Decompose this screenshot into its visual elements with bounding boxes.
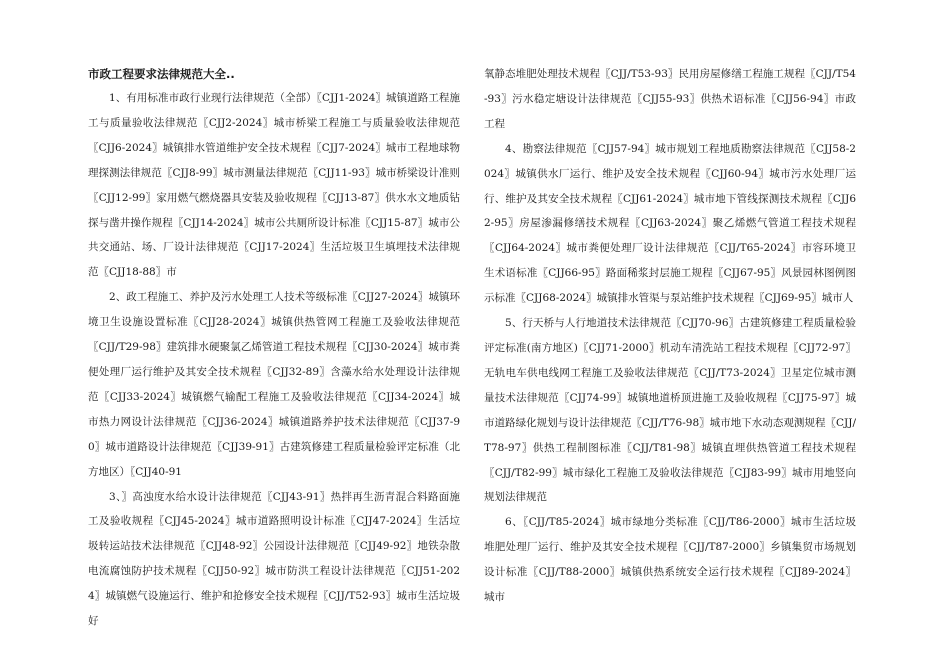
paragraph-2: 2、政工程施工、养护及污水处理工人技术等级标准〖CJJ27-2024〗城镇环境卫生设施设置标准〖CJJ28-2024〗城镇供热管网工程施工及验收法律规范〖CJJ/T29-98〗建筑排水硬聚氯乙烯管道工程技术规程〖CJJ30-2024〗城市粪便处理厂运行维护及其安全技术规程〖CJJ32-89〗含藻水给水处理设计法律规范〖CJJ33-2024〗城镇燃气输配工程施工及验收法律规范〖CJJ34-2024〗城市热力网设计法律规范〖CJJ36-2024〗城镇道路养护技术法律规范〖CJJ37-90〗城市道路设计法律规范〖CJJ39-91〗古建筑修建工程质量检验评定标准（北方地区）〖CJJ40-91 [88, 291, 460, 478]
paragraph-6: 6、〖CJJ/T85-2024〗城市绿地分类标准〖CJJ/T86-2000〗城市生活垃圾堆肥处理厂运行、维护及其安全技术规程〖CJJ/T87-2000〗乡镇集贸市场规划设计标准〖CJJ/T88-2000〗城镇供热系统安全运行技术规程〖CJJ89-2024〗城市 [484, 516, 856, 604]
left-column [88, 62, 460, 634]
right-column [484, 62, 856, 610]
paragraph-4: 4、勘察法律规范〖CJJ57-94〗城市规划工程地质勘察法律规范〖CJJ58-2024〗城镇供水厂运行、维护及安全技术规程〖CJJ60-94〗城市污水处理厂运行、维护及其安全技术规程〖CJJ61-2024〗城市地下管线探测技术规程〖CJJ62-95〗房屋渗漏修缮技术规程〖CJJ63-2024〗聚乙烯燃气管道工程技术规程〖CJJ64-2024〗城市粪便处理厂设计法律规范〖CJJ/T65-2024〗市容环境卫生术语标准〖CJJ66-95〗路面稀浆封层施工规程〖CJJ67-95〗风景园林图例图示标准〖CJJ68-2024〗城镇排水管渠与泵站维护技术规程〖CJJ69-95〗城市人 [484, 142, 856, 305]
document-title: 市政工程要求法律规范大全.. [88, 67, 235, 81]
paragraph-3: 3、〗高浊度水给水设计法律规范〖CJJ43-91〗热拌再生沥青混合料路面施工及验收规程〖CJJ45-2024〗城市道路照明设计标准〖CJJ47-2024〗生活垃圾转运站技术法律规范〖CJJ48-92〗公园设计法律规范〖CJJ49-92〗地铁杂散电流腐蚀防护技术规程〖CJJ50-92〗城市防洪工程设计法律规范〖CJJ51-2024〗城镇燃气设施运行、维护和抢修安全技术规程〖CJJ/T52-93〗城市生活垃圾好 [88, 490, 460, 628]
paragraph-1: 1、有用标准市政行业现行法律规范（全部）〖CJJ1-2024〗城镇道路工程施工与质量验收法律规范〖CJJ2-2024〗城市桥梁工程施工与质量验收法律规范〖CJJ6-2024〗城镇排水管道维护安全技术规程〖CJJ7-2024〗城市工程地球物理探测法律规范〖CJJ8-99〗城市测量法律规范〖CJJ11-93〗城市桥梁设计准则〖CJJ12-99〗家用燃气燃烧器具安装及验收规程〖CJJ13-87〗供水水文地质钻探与凿井操作规程〖CJJ14-2024〗城市公共厕所设计标准〖CJJ15-87〗城市公共交通站、场、厂设计法律规范〖CJJ17-2024〗生活垃圾卫生填埋技术法律规范〖CJJ18-88〗市 [88, 92, 460, 279]
paragraph-3-continuation: 氧静态堆肥处理技术规程〖CJJ/T53-93〗民用房屋修缮工程施工规程〖CJJ/T54-93〗污水稳定塘设计法律规范〖CJJ55-93〗供热术语标准〖CJJ56-94〗市政工程 [484, 68, 856, 130]
paragraph-5: 5、行天桥与人行地道技术法律规范〖CJJ70-96〗古建筑修建工程质量检验评定标准(南方地区)〖CJJ71-2000〗机动车清洗站工程技术规程〖CJJ72-97〗无轨电车供电线网工程施工及验收法律规范〖CJJ/T73-2024〗卫星定位城市测量技术法律规范〖CJJ74-99〗城镇地道桥顶进施工及验收规程〖CJJ75-97〗城市道路绿化规划与设计法律规范〖CJJ/T76-98〗城市地下水动态观测规程〖CJJ/T78-97〗供热工程制图标准〖CJJ/T81-98〗城镇直埋供热管道工程技术规程〖CJJ/T82-99〗城市绿化工程施工及验收法律规范〖CJJ83-99〗城市用地竖向规划法律规范 [484, 317, 856, 504]
